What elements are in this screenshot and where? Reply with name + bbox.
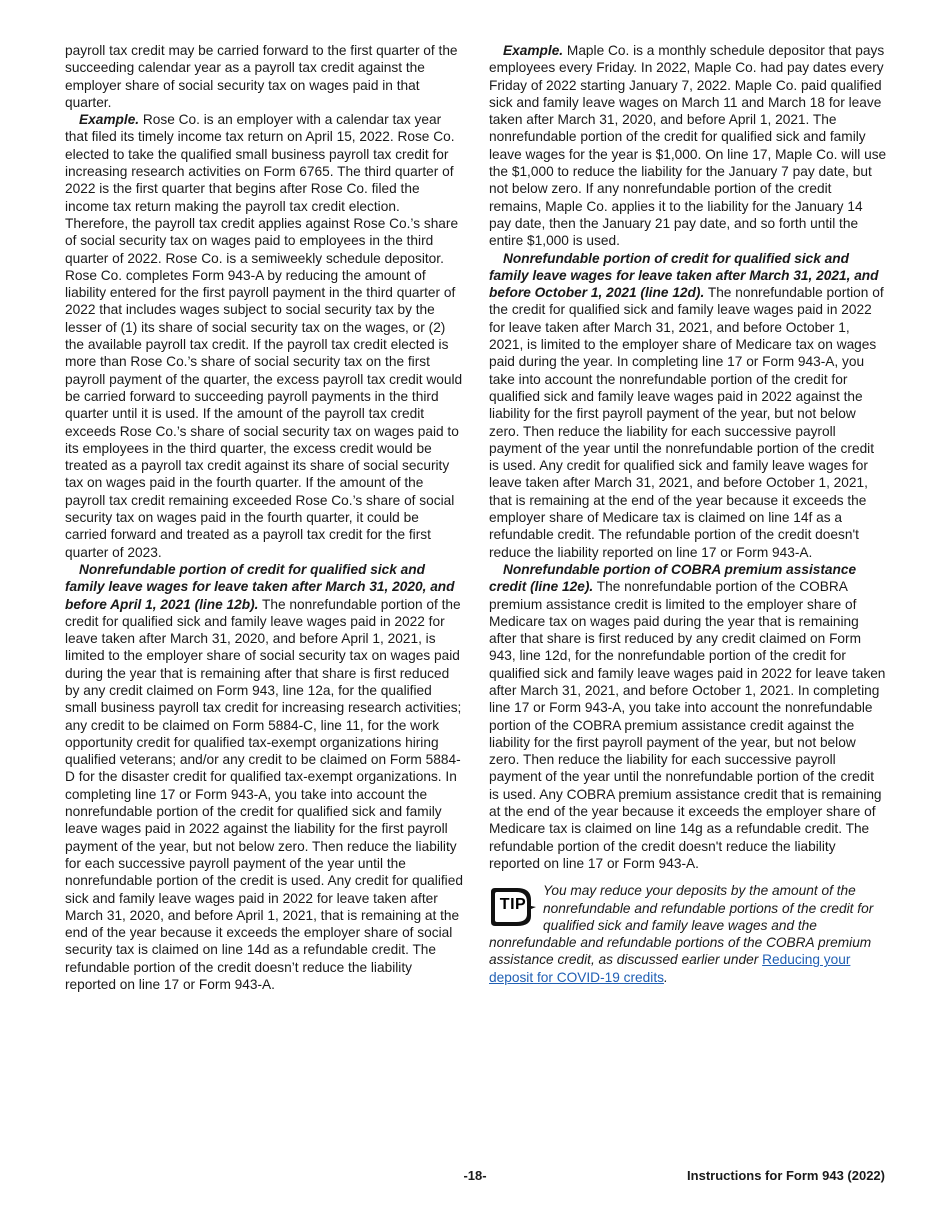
tip-block bbox=[489, 882, 887, 986]
paragraph-maple-example bbox=[489, 42, 887, 250]
left-column bbox=[65, 42, 463, 993]
example-body: Rose Co. is an employer with a calendar tax year that filed its timely income tax return on April 15, 2022. Rose Co. elected to take the qualified small business payroll tax credit for increasing research activities on Form 6765. The third quarter of 2022 is the first quarter that begins after Rose Co. filed the income tax return making the payroll tax credit election. Therefore, the payroll tax credit applies against Rose Co.’s share of social security tax on wages paid to employees in the third quarter of 2022. Rose Co. is a semiweekly schedule depositor. Rose Co. completes Form 943-A by reducing the amount of liability entered for the first payroll payment in the third quarter of 2022 that includes wages subject to social security tax by the lesser of (1) its share of social security tax on the wages, or (2) the available payroll tax credit. If the payroll tax credit elected is more than Rose Co.’s share of social security tax on the first payroll payment of the quarter, the excess payroll tax credit would be carried forward to succeeding payroll payments in the third quarter until it is used. If the amount of the payroll tax credit exceeds Rose Co.’s share of social security tax on wages paid to its employees in the third quarter, the excess credit would be treated as a payroll tax credit against its share of social security tax on wages paid in the fourth quarter. If the amount of the payroll tax credit remaining exceeded Rose Co.’s share of social security tax on wages paid in the fourth quarter, it could be carried forward and treated as a payroll tax credit for the first quarter of 2023. bbox=[65, 112, 463, 560]
line-12b-body: The nonrefundable portion of the credit for qualified sick and family leave wages paid in 2022 for leave taken after March 31, 2020, and before April 1, 2021, is limited to the employer share of social security tax on wages paid during the year that is remaining after that share is first reduced by any credit claimed on Form 943, line 12a, for the qualified small business payroll tax credit for increasing research activities; any credit to be claimed on Form 5884-C, line 11, for the work opportunity credit for qualified tax-exempt organizations hiring qualified veterans; and/or any credit to be claimed on Form 5884-D for the disaster credit for qualified tax-exempt organizations. In completing line 17 or Form 943-A, you take into account the nonrefundable portion of the credit for qualified sick and family leave wages paid in 2022 against the liability for the first payroll payment of the year, but not below zero. Then reduce the liability for each successive payroll payment of the year until the nonrefundable portion of the credit is used. Any credit for qualified sick and family leave wages paid in 2022 for leave taken after March 31, 2020, and before April 1, 2021, that is remaining at the end of the year because it exceeds the employer share of social security tax is claimed on line 14d as a refundable credit. The refundable portion of the credit doesn’t reduce the liability reported on line 17 or Form 943-A. bbox=[65, 596, 463, 993]
paragraph-carryforward: payroll tax credit may be carried forward to the first quarter of the succeeding calendar year as a payroll tax credit against the employer share of social security tax on wages paid in that quarter. bbox=[65, 43, 458, 110]
tip-end: . bbox=[663, 969, 668, 985]
right-column bbox=[489, 42, 887, 986]
line-12d-body: The nonrefundable portion of the credit for qualified sick and family leave wages paid in 2022 for leave taken after March 31, 2021, and before October 1, 2021, is limited to the employer share of Medicare tax on wages paid during the year. In completing line 17 or Form 943-A, you take into account the nonrefundable portion of the credit for qualified sick and family leave wages paid in 2022 against the liability for the first payroll payment of the year, but not below zero. Then reduce the liability for each successive payroll payment of the year until the nonrefundable portion of the credit is used. Any credit for qualified sick and family leave wages for leave taken after March 31, 2021, and before October 1, 2021, that is remaining at the end of the year because it exceeds the employer share of Medicare tax is claimed on line 14f as a refundable credit. The refundable portion of the credit doesn't reduce the liability reported on line 17 or Form 943-A. bbox=[489, 285, 884, 560]
line-12e-heading: Nonrefundable portion of COBRA premium assistance credit (line 12e). bbox=[489, 561, 857, 595]
example-lead: Example. bbox=[503, 43, 564, 58]
covid-credits-link[interactable]: Reducing your deposit for COVID-19 credits bbox=[489, 952, 851, 985]
footer-title: Instructions for Form 943 (2022) bbox=[687, 1168, 885, 1183]
paragraph-line-12b bbox=[65, 561, 463, 993]
line-12e-body: The nonrefundable portion of the COBRA premium assistance credit is limited to the employer share of Medicare tax on wages paid during the year that is remaining after that share is first reduced by any credit claimed on Form 943, line 12d, for the nonrefundable portion of the credit for qualified sick and family leave wages paid in 2022 for leave taken after March 31, 2021, and before October 1, 2021. In completing line 17 or Form 943-A, you take into account the nonrefundable portion of the COBRA premium assistance credit against the liability for the first payroll payment of the year, but not below zero. Then reduce the liability for each successive payroll payment of the year until the nonrefundable portion of the credit is used. Any COBRA premium assistance credit that is remaining at the end of the year because it exceeds the employer share of Medicare tax is claimed on line 14g as a refundable credit. The refundable portion of the credit doesn't reduce the liability reported on line 17 or Form 943-A. bbox=[489, 579, 886, 871]
line-12b-heading: Nonrefundable portion of credit for qualified sick and family leave wages for leave taken after March 31, 2020, and before April 1, 2021 (line 12b). bbox=[65, 561, 455, 612]
tip-label: TIP bbox=[499, 896, 527, 914]
example-lead: Example. bbox=[79, 112, 140, 128]
paragraph-line-12e bbox=[489, 561, 887, 872]
tip-text: You may reduce your deposits by the amount of the nonrefundable and refundable portions of the credit for qualified sick and family leave wages and the nonrefundable and refundable portions of the COBRA premium assistance credit, as discussed earlier under bbox=[489, 883, 874, 968]
page-number: -18- bbox=[463, 1168, 487, 1183]
tip-icon bbox=[489, 884, 537, 930]
line-12d-heading: Nonrefundable portion of credit for qualified sick and family leave wages for leave taken after March 31, 2021, and before October 1, 2021 (line 12d). bbox=[489, 250, 879, 301]
paragraph-line-12d bbox=[489, 250, 887, 561]
paragraph-rose-example bbox=[65, 111, 463, 561]
example-body: Maple Co. is a monthly schedule depositor that pays employees every Friday. In 2022, Maple Co. had pay dates every Friday of 2022 starting January 7, 2022. Maple Co. paid qualified sick and family leave wages on March 11 and March 18 for leave taken after March 31, 2020, and before April 1, 2021. The nonrefundable portion of the credit for qualified sick and family leave wages for the year is $1,000. On line 17, Maple Co. will use the $1,000 to reduce the liability for the January 7 pay date, but not below zero. If any nonrefundable portion of the credit remains, Maple Co. applies it to the liability for the January 14 pay date, then the January 21 pay date, and so forth until the entire $1,000 is used. bbox=[489, 43, 887, 249]
